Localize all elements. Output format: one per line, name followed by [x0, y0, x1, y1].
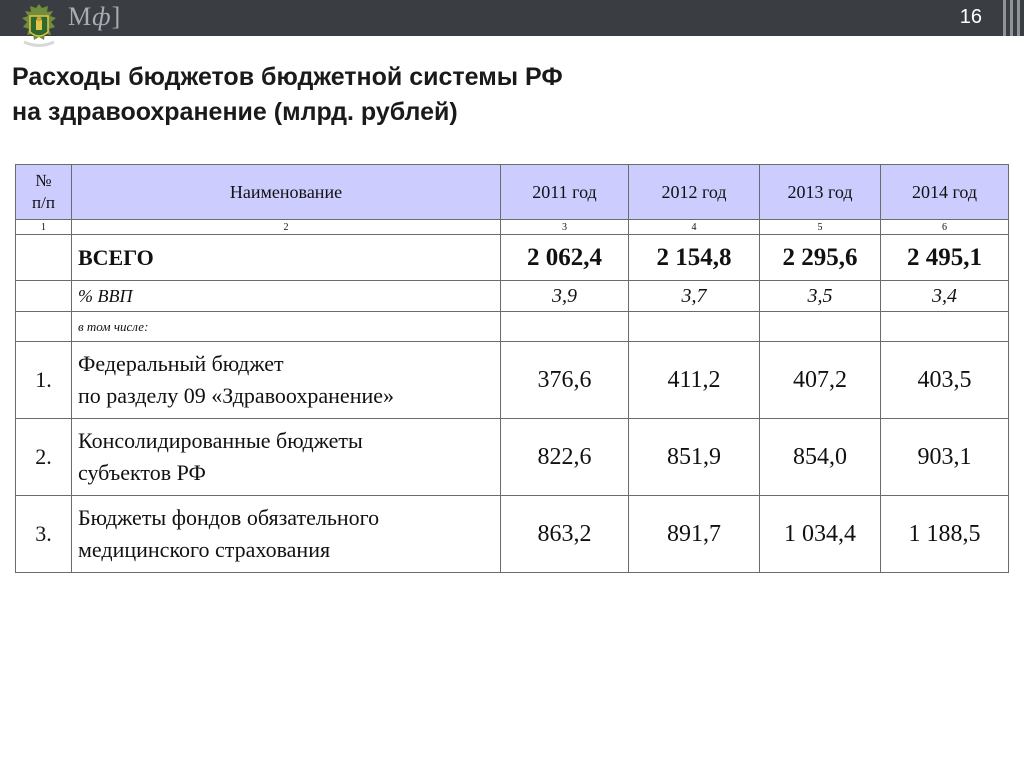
row-value-2011: 822,6	[501, 419, 629, 496]
header-year-2011: 2011 год	[501, 165, 629, 220]
row-value-2012: 891,7	[629, 496, 760, 573]
gdp-value-2012: 3,7	[629, 281, 760, 312]
row-index: 1.	[16, 342, 72, 419]
column-number: 2	[72, 220, 501, 235]
row-value-2012: 411,2	[629, 342, 760, 419]
including-row	[16, 312, 1009, 342]
total-label: ВСЕГО	[72, 235, 501, 281]
gdp-value-2014: 3,4	[881, 281, 1009, 312]
column-number: 1	[16, 220, 72, 235]
header-year-2012: 2012 год	[629, 165, 760, 220]
header-year-2013: 2013 год	[760, 165, 881, 220]
gdp-value-2011: 3,9	[501, 281, 629, 312]
row-value-2013: 1 034,4	[760, 496, 881, 573]
row-value-2011: 376,6	[501, 342, 629, 419]
table-row	[16, 419, 1009, 496]
total-value-2013: 2 295,6	[760, 235, 881, 281]
row-value-2013: 407,2	[760, 342, 881, 419]
top-bar	[0, 0, 1024, 36]
row-index: 2.	[16, 419, 72, 496]
row-value-2011: 863,2	[501, 496, 629, 573]
row-value-2013: 854,0	[760, 419, 881, 496]
total-index-cell	[16, 235, 72, 281]
column-number: 5	[760, 220, 881, 235]
total-value-2011: 2 062,4	[501, 235, 629, 281]
title-line-1: Расходы бюджетов бюджетной системы РФ	[12, 63, 563, 91]
gdp-index-cell	[16, 281, 72, 312]
row-value-2012: 851,9	[629, 419, 760, 496]
row-name: Консолидированные бюджеты субъектов РФ	[72, 419, 501, 496]
header-name: Наименование	[72, 165, 501, 220]
total-value-2012: 2 154,8	[629, 235, 760, 281]
total-value-2014: 2 495,1	[881, 235, 1009, 281]
header-year-2014: 2014 год	[881, 165, 1009, 220]
header-number: № п/п	[16, 165, 72, 220]
row-name: Федеральный бюджет по разделу 09 «Здравоохранение»	[72, 342, 501, 419]
row-value-2014: 903,1	[881, 419, 1009, 496]
ministry-emblem-icon	[14, 2, 64, 50]
title-line-2: на здравоохранение (млрд. рублей)	[12, 98, 458, 126]
row-index: 3.	[16, 496, 72, 573]
column-number: 6	[881, 220, 1009, 235]
health-expenditure-table	[15, 164, 1009, 573]
column-number-row	[16, 220, 1009, 235]
brand-wordmark: Мф]	[68, 2, 122, 31]
row-name: Бюджеты фондов обязательного медицинского страхования	[72, 496, 501, 573]
page-title	[12, 60, 912, 130]
decorative-stripes	[980, 0, 1024, 36]
gdp-label: % ВВП	[72, 281, 501, 312]
column-number: 3	[501, 220, 629, 235]
total-row	[16, 235, 1009, 281]
gdp-share-row	[16, 281, 1009, 312]
column-number: 4	[629, 220, 760, 235]
row-value-2014: 1 188,5	[881, 496, 1009, 573]
gdp-value-2013: 3,5	[760, 281, 881, 312]
table-row	[16, 496, 1009, 573]
including-label: в том числе:	[72, 312, 501, 342]
slide-number: 16	[959, 6, 982, 28]
row-value-2014: 403,5	[881, 342, 1009, 419]
table-row	[16, 342, 1009, 419]
table-header-row	[16, 165, 1009, 220]
